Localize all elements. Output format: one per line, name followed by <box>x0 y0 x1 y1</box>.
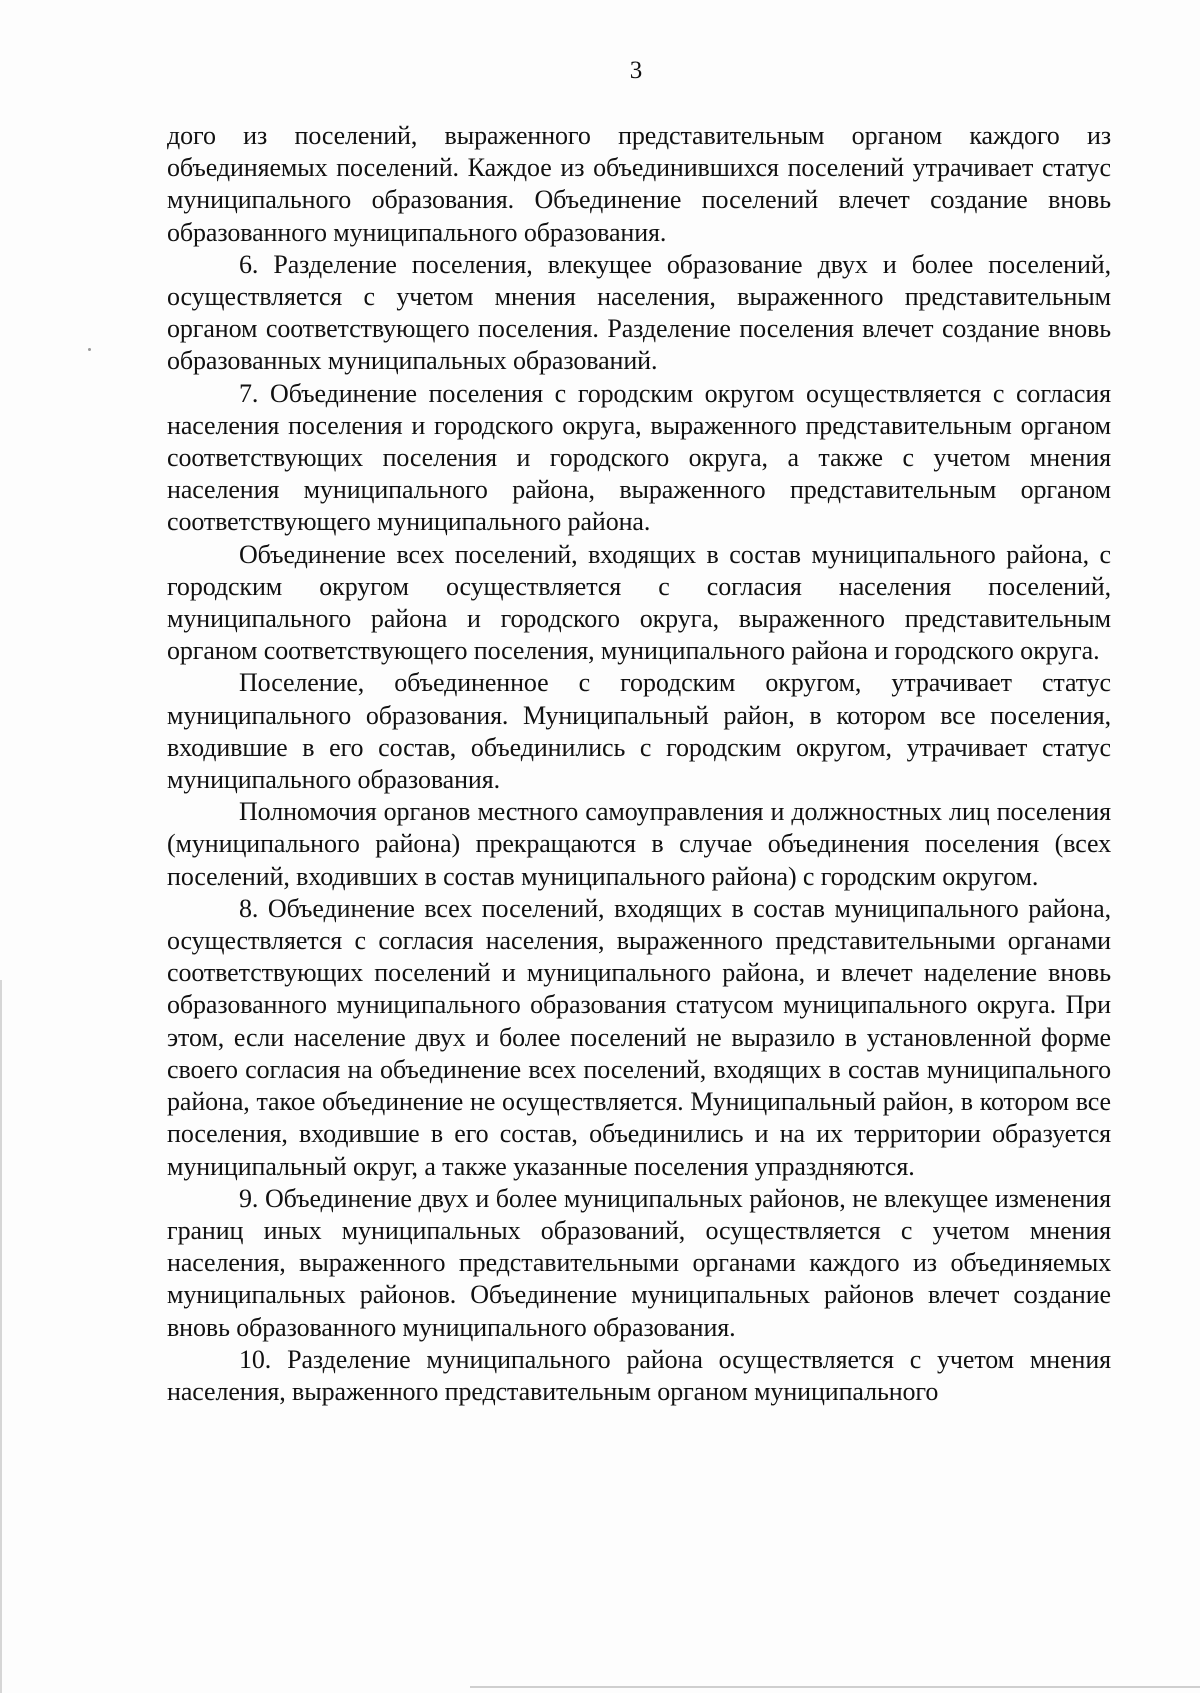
scan-bottom-shadow <box>470 1686 1200 1688</box>
scan-edge-shadow <box>0 980 2 1693</box>
paragraph-item-9: 9. Объединение двух и более муниципальных районов, не влекущее изменения границ иных муниципальных образований, осуществляется с учетом мнения населения, выраженного представительными органами каждого из объединяемых муниципальных районов. Объединение муниципальных районов влечет создание вновь образованного муниципального образования. <box>167 1183 1111 1342</box>
paragraph-item-7: 7. Объединение поселения с городским округом осуществляется с согласия населения поселения и городского округа, выраженного представительным органом соответствующих поселения и городского округа, а также с учетом мнения населения муниципального района, выраженного представительным органом соответствующего муниципального района. <box>167 378 1111 537</box>
paragraph-item-7-all-settlements: Объединение всех поселений, входящих в состав муниципального района, с городским округом осуществляется с согласия населения поселений, муниципального района и городского округа, выраженного представительным органом соответствующего поселения, муниципального района и городского округа. <box>167 539 1111 666</box>
paragraph-continuation: дого из поселений, выраженного представительным органом каждого из объединяемых поселений. Каждое из объединившихся поселений утрачивает статус муниципального образования. Объединение поселений влечет создание вновь образованного муниципального образования. <box>167 121 1111 247</box>
paragraph-item-7-powers-termination: Полномочия органов местного самоуправления и должностных лиц поселения (муниципального района) прекращаются в случае объединения поселения (всех поселений, входивших в состав муниципального района) с городским округом. <box>167 797 1111 891</box>
document-body <box>167 120 1111 1408</box>
paragraph-item-8: 8. Объединение всех поселений, входящих в состав муниципального района, осуществляется с согласия населения, выраженного представительными органами соответствующих поселений и муниципального района, и влечет наделение вновь образованного муниципального образования статусом муниципального округа. При этом, если население двух и более поселений не выразило в установленной форме своего согласия на объединение всех поселений, входящих в состав муниципального района, такое объединение не осуществляется. Муниципальный район, в котором все поселения, входившие в его состав, объединились и на их территории образуется муниципальный округ, а также указанные поселения упраздняются. <box>167 893 1111 1181</box>
page-number: 3 <box>629 57 643 84</box>
paragraph-item-7-status-loss: Поселение, объединенное с городским округом, утрачивает статус муниципального образования. Муниципальный район, в котором все поселения, входившие в его состав, объединились с городским округом, утрачивает статус муниципального образования. <box>167 668 1111 795</box>
paragraph-item-6: 6. Разделение поселения, влекущее образование двух и более поселений, осуществляется с учетом мнения населения, выраженного представительным органом соответствующего поселения. Разделение поселения влечет создание вновь образованных муниципальных образований. <box>167 249 1111 376</box>
paragraph-item-10: 10. Разделение муниципального района осуществляется с учетом мнения населения, выраженного представительным органом муниципального <box>167 1344 1111 1406</box>
scan-speck <box>88 348 91 351</box>
